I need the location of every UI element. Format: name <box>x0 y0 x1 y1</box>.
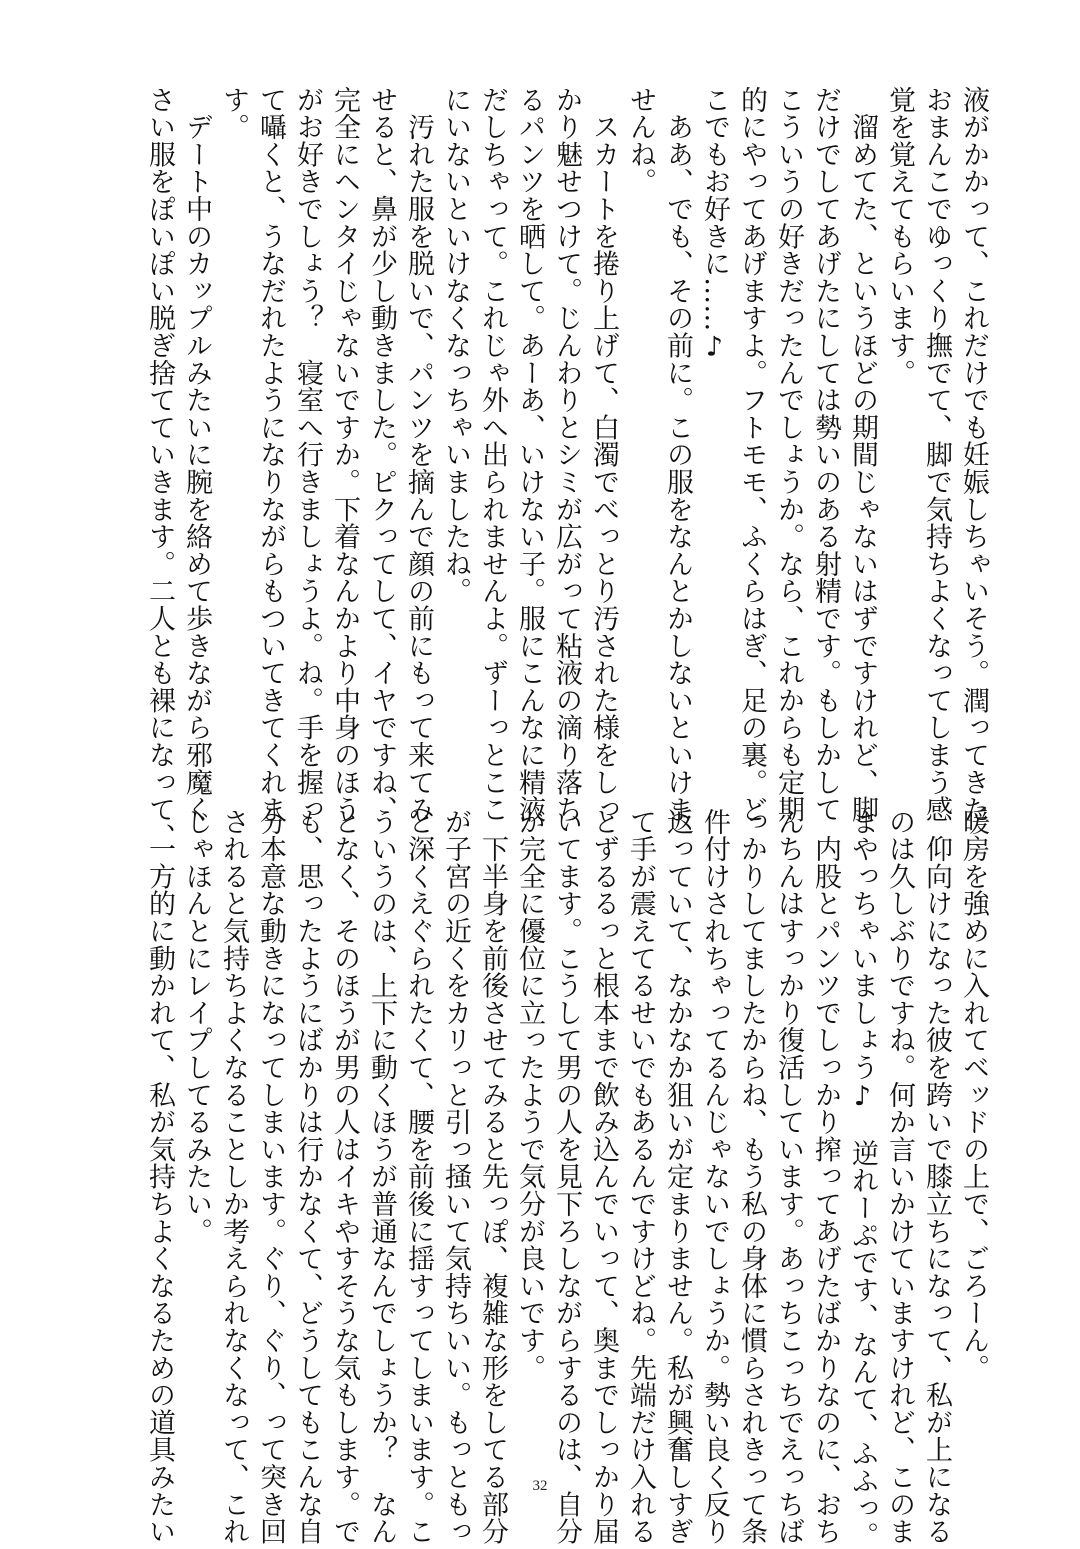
text-column: じゃほんとにレイプしてるみたい。 <box>181 808 212 1245</box>
text-column: おまんこでゆっくり撫でて、脚で気持ちよくなってしまう感 <box>921 86 952 824</box>
text-column: て手が震えてるせいでもあるんですけどね。先端だけ入れる <box>625 808 656 1546</box>
text-column: かり魅せつけて。じんわりとシミが広がって粘液の滴り落ち <box>551 86 582 824</box>
text-column: っかりしてましたからね、もう私の身体に慣らされきって条 <box>736 808 767 1546</box>
text-column: ああ、でも、その前に。この服をなんとかしないといけま <box>662 86 693 824</box>
text-column: 覚を覚えてもらいます。 <box>884 86 915 387</box>
text-column: 返っていて、なかなか狙いが定まりません。私が興奮しすぎ <box>662 808 693 1546</box>
text-column: とずるるっと根本まで飲み込んでいって、奥までしっかり届 <box>588 808 619 1546</box>
text-column: 的にやってあげますよ。フトモモ、ふくらはぎ、足の裏。ど <box>736 86 767 824</box>
text-column: 件付けされちゃってるんじゃないでしょうか。勢い良く反り <box>699 808 730 1546</box>
text-column: のは久しぶりですね。何か言いかけていますけれど、このま <box>884 808 915 1546</box>
text-column: 溜めてた、というほどの期間じゃないはずですけれど、脚 <box>847 86 878 824</box>
text-column: 暖房を強めに入れてベッドの上で、ごろーん。 <box>958 808 989 1382</box>
text-column: せると、鼻が少し動きました。ピクってして、イヤですね、 <box>366 86 397 824</box>
text-column: こでもお好きに……♪ <box>699 86 730 363</box>
text-block-top <box>141 86 992 851</box>
text-column: 内股とパンツでしっかり搾ってあげたばかりなのに、おち <box>810 808 841 1546</box>
text-column: 液がかかって、これだけでも妊娠しちゃいそう。潤ってきた <box>958 86 989 824</box>
text-column: て囁くと、うなだれたようになりながらもついてきてくれま <box>255 86 286 824</box>
text-column: さい服をぽいぽい脱ぎ捨てていきます。二人とも裸になって、 <box>144 86 175 851</box>
text-column: スカートを捲り上げて、白濁でべっとり汚された様をしっ <box>588 86 619 824</box>
text-column: されると気持ちよくなることしか考えられなくなって、これ <box>218 808 249 1546</box>
text-column: 一方的に動かれて、私が気持ちよくなるための道具みたい <box>144 808 175 1546</box>
text-column: ういうのは、上下に動くほうが普通なんでしょうか？ なん <box>366 808 397 1546</box>
text-column: んちんはすっかり復活しています。あっちこっちでえっちば <box>773 808 804 1546</box>
text-column: せんね。 <box>625 86 656 196</box>
text-column: す。 <box>218 86 249 141</box>
text-column: 分本意な動きになってしまいます。ぐり、ぐり、って突き回 <box>255 808 286 1546</box>
text-column: るパンツを晒して。あーあ、いけない子。服にこんなに精液 <box>514 86 545 824</box>
text-column: 完全にヘンタイじゃないですか。下着なんかより中身のほう <box>329 86 360 824</box>
text-column: だけでしてあげたにしては勢いのある射精です。もしかして <box>810 86 841 824</box>
text-column: と深くえぐられたくて、腰を前後に揺すってしまいます。こ <box>403 808 434 1546</box>
text-column: 下半身を前後させてみると先っぽ、複雑な形をしてる部分 <box>477 808 508 1546</box>
text-column: デート中のカップルみたいに腕を絡めて歩きながら邪魔く <box>181 86 212 824</box>
text-column: こういうの好きだったんでしょうか。なら、これからも定期 <box>773 86 804 824</box>
text-column: まやっちゃいましょう♪ 逆れーぷです、なんて、ふふっ。 <box>847 808 878 1549</box>
page-number: 32 <box>532 1478 548 1494</box>
text-column: も、思ったようにばかりは行かなくて、どうしてもこんな自 <box>292 808 323 1546</box>
text-column: にいないといけなくなっちゃいましたね。 <box>440 86 471 605</box>
text-column: が完全に優位に立ったようで気分が良いです。 <box>514 808 545 1382</box>
text-column: 汚れた服を脱いで、パンツを摘んで顔の前にもって来てみ <box>403 86 434 824</box>
text-column: がお好きでしょう？ 寝室へ行きましょうよ。ね。手を握っ <box>292 86 323 824</box>
text-column: が子宮の近くをカリっと引っ掻いて気持ちいい。もっともっ <box>440 808 471 1546</box>
text-column: となく、そのほうが男の人はイキやすそうな気もします。で <box>329 808 360 1546</box>
text-column: いてます。こうして男の人を見下ろしながらするのは、自分 <box>551 808 582 1546</box>
text-column: 仰向けになった彼を跨いで膝立ちになって、私が上になる <box>921 808 952 1546</box>
text-column: だしちゃって。これじゃ外へ出られませんよ。ずーっとここ <box>477 86 508 824</box>
